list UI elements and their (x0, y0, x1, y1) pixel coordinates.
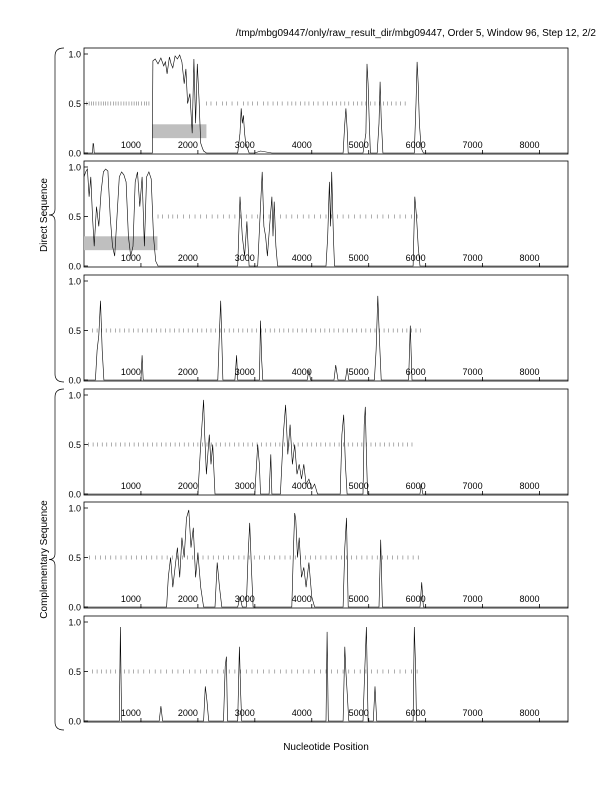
x-tick-label: 2000 (177, 367, 198, 377)
x-tick-label: 5000 (348, 594, 369, 604)
x-tick-label: 7000 (462, 367, 483, 377)
x-tick-label: 3000 (234, 708, 255, 718)
x-tick-label: 8000 (519, 481, 540, 491)
x-tick-label: 4000 (291, 708, 312, 718)
y-tick-label: 0.0 (68, 716, 81, 727)
x-tick-label: 1000 (120, 367, 141, 377)
x-tick-label: 5000 (348, 708, 369, 718)
x-tick-label: 3000 (234, 481, 255, 491)
panel-1 (68, 48, 568, 159)
y-tick-label: 0.0 (68, 375, 81, 386)
likelihood-series-line (84, 627, 568, 721)
y-tick-label: 0.0 (68, 602, 81, 613)
direct-sequence-label: Direct Sequence (39, 178, 50, 252)
panel-5 (68, 502, 568, 613)
plot-frame (84, 389, 568, 495)
x-axis-title: Nucleotide Position (283, 742, 369, 753)
highlight-region-1 (84, 236, 157, 250)
y-tick-label: 0.5 (68, 553, 81, 563)
x-tick-label: 6000 (405, 253, 426, 263)
likelihood-series-line (84, 55, 568, 153)
plot-frame (84, 502, 568, 608)
x-tick-label: 7000 (462, 253, 483, 263)
x-tick-label: 1000 (120, 481, 141, 491)
x-tick-label: 1000 (120, 594, 141, 604)
complementary-sequence-label: Complementary Sequence (39, 500, 50, 619)
x-tick-label: 1000 (120, 140, 141, 150)
x-tick-label: 2000 (177, 140, 198, 150)
x-tick-label: 1000 (120, 708, 141, 718)
panel-6 (68, 616, 568, 727)
x-tick-label: 3000 (234, 367, 255, 377)
x-tick-label: 8000 (519, 367, 540, 377)
x-tick-label: 7000 (462, 708, 483, 718)
y-tick-label: 1.0 (68, 390, 81, 401)
x-tick-label: 5000 (348, 481, 369, 491)
x-tick-label: 8000 (519, 253, 540, 263)
x-tick-label: 6000 (405, 481, 426, 491)
plot-frame (84, 161, 568, 267)
y-tick-label: 0.0 (68, 261, 81, 272)
x-tick-label: 2000 (177, 594, 198, 604)
direct-sequence-bracket (49, 48, 64, 382)
y-tick-label: 1.0 (68, 503, 81, 514)
x-tick-label: 4000 (291, 594, 312, 604)
x-tick-label: 5000 (348, 140, 369, 150)
x-tick-label: 7000 (462, 594, 483, 604)
panel-3 (68, 275, 568, 386)
x-tick-label: 4000 (291, 253, 312, 263)
complementary-sequence-bracket (49, 389, 64, 730)
x-tick-label: 3000 (234, 140, 255, 150)
likelihood-series-line (84, 400, 568, 494)
y-tick-label: 1.0 (68, 162, 81, 173)
plot-frame (84, 275, 568, 381)
x-tick-label: 8000 (519, 708, 540, 718)
x-tick-label: 2000 (177, 481, 198, 491)
y-tick-label: 0.5 (68, 667, 81, 677)
y-tick-label: 0.5 (68, 99, 81, 109)
x-tick-label: 8000 (519, 140, 540, 150)
y-tick-label: 0.0 (68, 148, 81, 159)
x-tick-label: 1000 (120, 253, 141, 263)
x-tick-label: 6000 (405, 708, 426, 718)
x-tick-label: 8000 (519, 594, 540, 604)
y-tick-label: 1.0 (68, 276, 81, 287)
y-tick-label: 1.0 (68, 49, 81, 60)
panel-2 (68, 161, 568, 272)
x-tick-label: 4000 (291, 367, 312, 377)
figure-header-title: /tmp/mbg09447/only/raw_result_dir/mbg09447, Order 5, Window 96, Step 12, 2/2 (235, 28, 596, 39)
y-tick-label: 0.5 (68, 212, 81, 222)
x-tick-label: 2000 (177, 708, 198, 718)
x-tick-label: 4000 (291, 140, 312, 150)
likelihood-series-line (84, 296, 568, 380)
x-tick-label: 3000 (234, 253, 255, 263)
x-tick-label: 5000 (348, 367, 369, 377)
frame-group-brackets (49, 48, 64, 730)
y-tick-label: 0.5 (68, 440, 81, 450)
x-tick-label: 6000 (405, 140, 426, 150)
y-tick-label: 0.5 (68, 326, 81, 336)
x-tick-label: 6000 (405, 594, 426, 604)
y-tick-label: 1.0 (68, 617, 81, 628)
highlight-region-1 (152, 124, 206, 138)
x-tick-label: 3000 (234, 594, 255, 604)
x-tick-label: 7000 (462, 481, 483, 491)
x-tick-label: 5000 (348, 253, 369, 263)
y-tick-label: 0.0 (68, 489, 81, 500)
x-tick-label: 2000 (177, 253, 198, 263)
panels-group (68, 48, 568, 727)
x-tick-label: 4000 (291, 481, 312, 491)
x-tick-label: 7000 (462, 140, 483, 150)
x-tick-label: 6000 (405, 367, 426, 377)
panel-4 (68, 389, 568, 500)
